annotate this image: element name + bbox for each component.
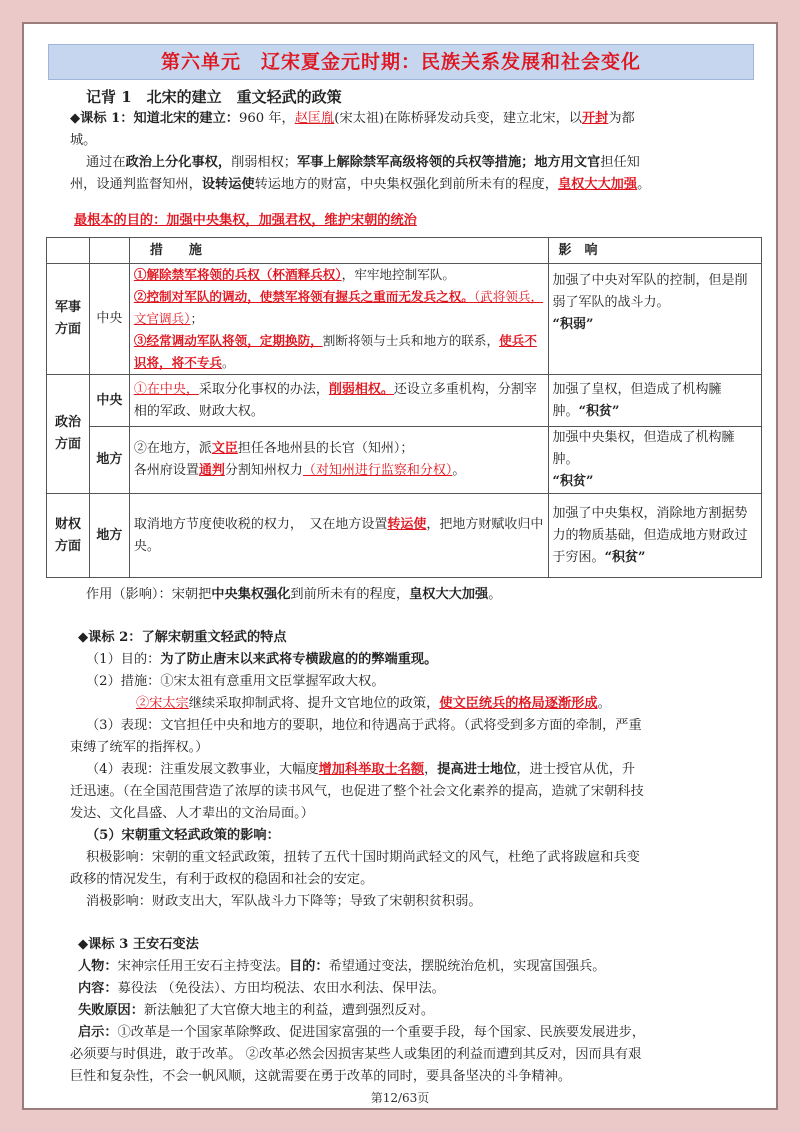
- ke1-line3: [86, 152, 776, 174]
- page-number: 第12/63页: [370, 1091, 430, 1105]
- ke1-text: 为都: [608, 111, 635, 126]
- measure-text: 通判: [198, 463, 225, 478]
- ke3-label: ◆课标 3 王安石变法: [78, 937, 199, 952]
- ke1-emphasis: 皇权大大加强: [557, 177, 638, 192]
- ke2-negative: 消极影响：财政支出大，军队战斗力下降等；导致了宋朝积贫积弱。: [86, 894, 482, 909]
- ke2-manifest1b: 束缚了统军的指挥权。）: [70, 740, 209, 755]
- impact-tag: “积贫”: [552, 474, 594, 489]
- ke2-text: 增加科举取士名额: [318, 762, 425, 777]
- political-central-impact: [548, 375, 761, 427]
- row-label-political: 政治方面: [47, 375, 90, 494]
- ke1-text: 地方用文官: [534, 155, 601, 170]
- ke1-text: 。: [637, 177, 651, 192]
- political-local-impact: [548, 427, 761, 494]
- measure-text: （对知州进行监察和分权）: [302, 463, 453, 478]
- ke2-purpose: [86, 649, 776, 671]
- impact-tag: “积贫”: [578, 403, 620, 419]
- ke1-text: 担任知: [600, 155, 640, 170]
- measure-text: 取消地方节度使收税的权力， 又在地方设置: [133, 516, 388, 532]
- measure-text: ②在地方，派: [133, 441, 212, 456]
- ke2-text: ②宋太宗: [136, 696, 189, 711]
- effect-text: 皇权大大加强: [409, 587, 489, 602]
- measure-text: 。: [452, 463, 466, 478]
- measure-text: 削弱相权。: [328, 381, 394, 397]
- ke3-lesson: [78, 1022, 778, 1044]
- ke2-manifest2: [86, 759, 776, 781]
- effect-text: 到前所未有的程度，: [290, 587, 410, 602]
- ke2-text: ，: [424, 762, 438, 777]
- effect-line: [86, 584, 776, 606]
- impact-tag: “积弱”: [552, 317, 594, 332]
- ke3-failure: [78, 1000, 434, 1022]
- measure-text: ，牢牢地控制军队。: [341, 267, 455, 282]
- impact-text: 加强了皇权，但造成了机构臃肿。: [552, 381, 722, 419]
- header-impact: 影 响: [548, 238, 761, 264]
- ke3-text: 目的：: [289, 959, 329, 974]
- ke2-positive-b: 政移的情况发生，有利于政权的稳固和社会的安定。: [70, 872, 374, 887]
- ke1-text: 政治上分化事权，: [125, 155, 232, 170]
- unit-title: 第六单元 辽宋夏金元时期：民族关系发展和社会变化: [160, 51, 641, 73]
- ke3-text: 失败原因：: [78, 1003, 144, 1018]
- effect-text: 作用（影响）：宋朝把: [86, 587, 212, 602]
- level-central: 中央: [89, 264, 129, 375]
- level-central: 中央: [89, 375, 129, 427]
- measure-text: 还设立多重机构，分割宰相的军政、财政大权。: [133, 381, 537, 419]
- measure-text: ③经常调动军队将领，定期换防，: [133, 333, 323, 348]
- measure-text: ，把地方财赋收归中央。: [133, 516, 544, 554]
- effect-text: 中央集权强化: [211, 587, 291, 602]
- political-local-measures: [129, 427, 548, 494]
- measure-text: 采取分化事权的办法，: [198, 381, 329, 397]
- ke1-line2: 城。: [70, 133, 97, 148]
- ke3-text: 内容：: [78, 981, 118, 996]
- ke1-text: 通过在: [86, 155, 126, 170]
- table-row: [47, 264, 762, 375]
- measure-text: 转运使: [387, 516, 427, 532]
- ke2-text: ，进士授官从优，升: [516, 762, 636, 777]
- impact-text: 加强了中央对军队的控制，但是削弱了军队的战斗力。: [552, 273, 748, 310]
- measure-text: 文臣: [211, 441, 238, 456]
- ke2-text: 为了防止唐末以来武将专横跋扈的的弊端重现。: [160, 652, 438, 667]
- level-local: 地方: [89, 494, 129, 578]
- ke2-manifest1: （3）表现：文官担任中央和地方的要职，地位和待遇高于武将。（武将受到多方面的牵制，严重: [86, 718, 642, 733]
- ke2-measure1: （2）措施：①宋太祖有意重用文臣掌握军政大权。: [86, 674, 385, 689]
- ke1-text: 转运地方的财富，中央集权强化到前所未有的程度，: [254, 177, 558, 192]
- ke3-lesson-b: 必须要与时俱进，敢于改革。 ②改革必然会因损害某些人或集团的利益而遭到其反对，因而具有艰: [70, 1047, 642, 1062]
- measure-text: ；: [190, 311, 204, 326]
- measure-text: 各州府设置: [133, 463, 199, 478]
- ke2-text: （1）目的：: [86, 652, 161, 667]
- ke3-text: 人物：: [78, 959, 118, 974]
- military-impact: [548, 264, 761, 375]
- ke1-text: 军事上解除禁军高级将领的兵权等措施；: [297, 155, 535, 170]
- ke2-manifest2b: 迁迅速。（在全国范围营造了浓厚的读书风气，也促进了整个社会文化素养的提高，造就了宋朝科技: [70, 784, 644, 799]
- header-measures: 措 施: [129, 238, 548, 264]
- table-row: [47, 375, 762, 427]
- military-measures: [129, 264, 548, 375]
- fundamental-goal: 最根本的目的：加强中央集权，加强君权，维护宋朝的统治: [74, 213, 417, 228]
- ke3-text: ①改革是一个国家革除弊政、促进国家富强的一个重要手段，每个国家、民族要发展进步，: [117, 1025, 646, 1040]
- measure-text: （武将领兵，文官调兵）: [133, 289, 544, 326]
- ke2-manifest2c: 发达、文化昌盛、人才辈出的文治局面。）: [70, 806, 314, 821]
- ke3-content: [78, 978, 445, 1000]
- emperor-name: 赵匡胤: [294, 111, 335, 126]
- ke1-text: 州，设通判监督知州，: [70, 177, 202, 192]
- ke1-line4: [70, 174, 776, 196]
- ke1-line1: [70, 108, 770, 130]
- ke3-text: 募役法 （免役法）、方田均税法、农田水利法、保甲法。: [117, 981, 445, 996]
- impact-tag: “积贫”: [604, 549, 646, 565]
- ke2-text: 提高进士地位: [437, 762, 517, 777]
- section-heading: 记背 1 北宋的建立 重文轻武的政策: [86, 88, 342, 106]
- ke1-text: 设转运使: [201, 177, 255, 192]
- table-row: [47, 427, 762, 494]
- ke2-label: ◆课标 2：了解宋朝重文轻武的特点: [78, 630, 287, 645]
- measure-text: ①在中央，: [133, 381, 199, 397]
- level-local: 地方: [89, 427, 129, 494]
- finance-impact: [548, 494, 761, 578]
- ke2-text: 。: [597, 696, 611, 711]
- ke2-measure2: [136, 693, 776, 715]
- ke3-text: 希望通过变法，摆脱统治危机，实现富国强兵。: [328, 959, 606, 974]
- measure-text: 。: [222, 355, 235, 370]
- effect-text: 。: [488, 587, 502, 602]
- ke1-text: (宋太祖)在陈桥驿发动兵变，建立北宋，以: [334, 111, 582, 126]
- impact-text: 加强了中央集权，消除地方割据势力的物质基础，但造成地方财政过于穷困。: [552, 505, 748, 565]
- measure-text: 分割知州权力: [224, 463, 303, 478]
- ke2-text: 使文臣统兵的格局逐渐形成: [439, 696, 598, 711]
- ke3-lesson-c: 巨性和复杂性，不会一帆风顺，这就需要在勇于改革的同时，要具备坚决的斗争精神。: [70, 1069, 572, 1084]
- ke3-text: 启示：: [78, 1025, 118, 1040]
- ke3-text: 新法触犯了大官僚大地主的利益，遭到强烈反对。: [143, 1003, 435, 1018]
- measure-text: 割断将领与士兵和地方的联系，: [322, 333, 500, 348]
- ke2-text: （4）表现：注重发展文教事业，大幅度: [86, 762, 319, 777]
- ke1-label: ◆课标 1：知道北宋的建立：: [70, 111, 239, 126]
- impact-text: 加强中央集权，但造成了机构臃肿。: [552, 430, 735, 467]
- ke2-positive: 积极影响：宋朝的重文轻武政策，扭转了五代十国时期尚武轻文的风气，杜绝了武将跋扈和兵变: [86, 850, 640, 865]
- measure-text: 使兵不识将，将不专兵: [133, 333, 537, 370]
- row-label-finance: 财权方面: [47, 494, 90, 578]
- ke1-text: 削弱相权；: [231, 155, 297, 170]
- finance-measures: [129, 494, 548, 578]
- political-central-measures: [129, 375, 548, 427]
- ke2-text: 继续采取抑制武将、提升文官地位的政策，: [188, 696, 440, 711]
- ke3-text: 宋神宗任用王安石主持变法。: [117, 959, 289, 974]
- measure-text: ②控制对军队的调动，使禁军将领有握兵之重而无发兵之权。: [133, 289, 474, 304]
- row-label-military: 军事方面: [47, 264, 90, 375]
- ke2-influence-title: （5）宋朝重文轻武政策的影响：: [86, 828, 280, 843]
- table-header-row: [47, 238, 762, 264]
- measures-table: [46, 237, 762, 578]
- unit-title-banner: [48, 44, 754, 80]
- measure-text: ①解除禁军将领的兵权（杯酒释兵权）: [133, 267, 342, 282]
- table-row: [47, 494, 762, 578]
- ke3-person: [78, 956, 778, 978]
- ke1-text: 960 年，: [238, 111, 295, 126]
- measure-text: 担任各地州县的长官（知州）；: [237, 441, 414, 456]
- capital-name: 开封: [581, 111, 609, 126]
